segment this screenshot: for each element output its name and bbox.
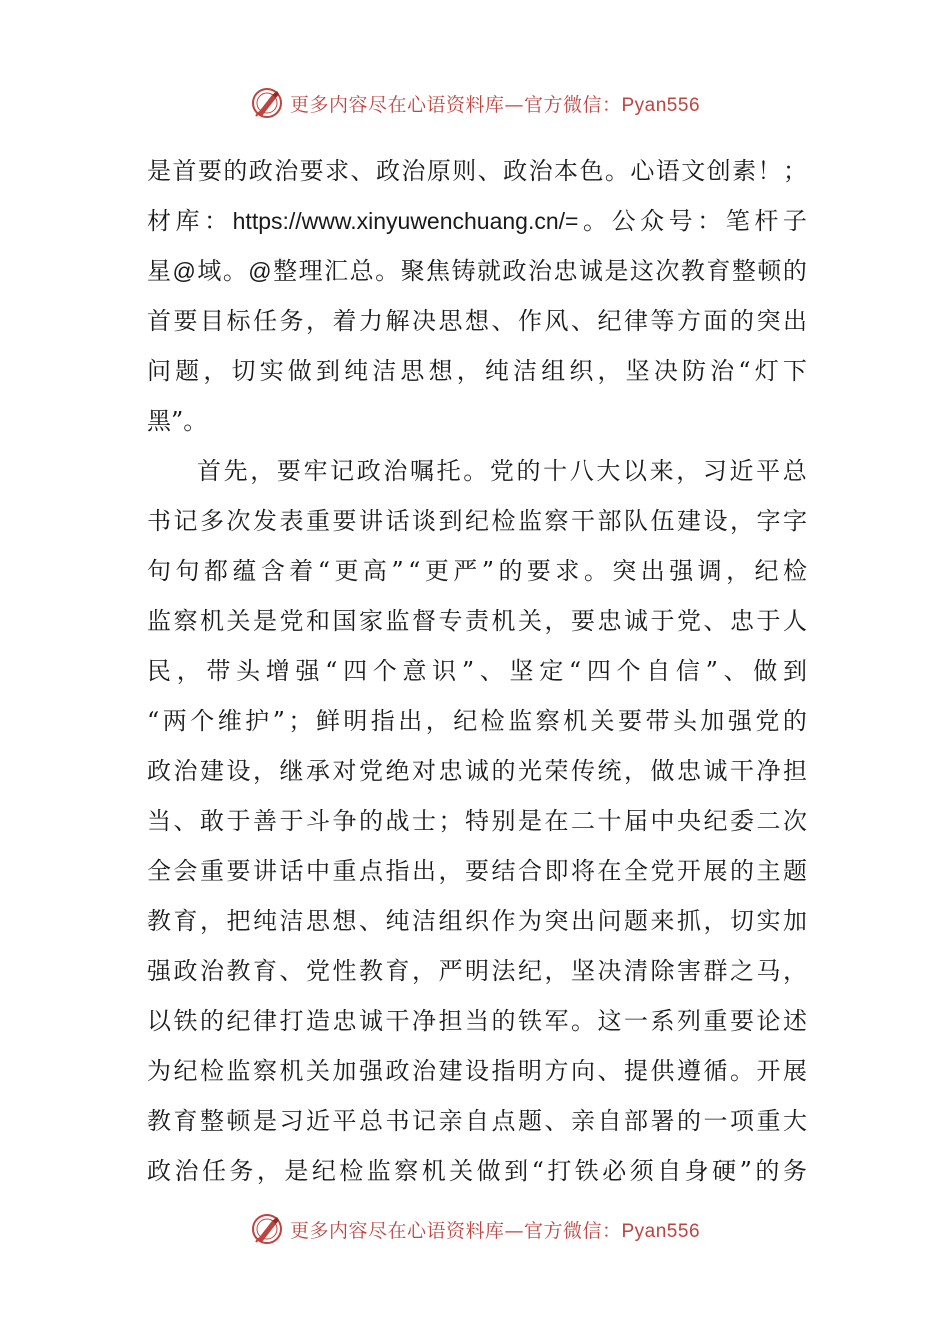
- text-line: 政 治 任 务 ， 是 纪 检 监 察 机 关 做 到 “ 打 铁 必 须 自 身 硬 ” 的 务: [147, 1157, 807, 1185]
- text-line: 政 治 建 设 ， 继 承 对 党 绝 对 忠 诚 的 光 荣 传 统 ， 做 忠 诚 干 净 担: [147, 757, 807, 785]
- text-line: 监 察 机 关 是 党 和 国 家 监 督 专 责 机 关 ， 要 忠 诚 于 党 、 忠 于 人: [147, 607, 807, 635]
- banner-text: [290, 1216, 700, 1243]
- document-body: [147, 146, 807, 1196]
- text-line: 教 育 ， 把 纯 洁 思 想 、 纯 洁 组 织 作 为 突 出 问 题 来 抓 ， 切 实 加: [147, 907, 807, 935]
- text-line: 强 政 治 教 育 、 党 性 教 育 ， 严 明 法 纪 ， 坚 决 清 除 害 群 之 马 ，: [147, 957, 807, 985]
- text-line: 教 育 整 顿 是 习 近 平 总 书 记 亲 自 点 题 、 亲 自 部 署 的 一 项 重 大: [147, 1107, 807, 1135]
- text-line: 是 首 要 的 政 治 要 求 、 政 治 原 则 、 政 治 本 色 。 心 语 文 创 素 ！ ；: [147, 157, 807, 185]
- banner-wechat-id: Pyan556: [621, 94, 701, 116]
- pen-nib-seal-icon: [250, 86, 284, 120]
- text-line: 为 纪 检 监 察 机 关 加 强 政 治 建 设 指 明 方 向 、 提 供 遵 循 。 开 展: [147, 1057, 807, 1085]
- banner-label: 更多内容尽在心语资料库—官方微信：: [289, 1219, 622, 1242]
- text-line: 首 要 目 标 任 务 ， 着 力 解 决 思 想 、 作 风 、 纪 律 等 方 面 的 突 出: [147, 307, 807, 335]
- banner-label: 更多内容尽在心语资料库—官方微信：: [289, 93, 622, 116]
- text-line: 民 ， 带 头 增 强 “ 四 个 意 识 ” 、 坚 定 “ 四 个 自 信 ” 、 做 到: [147, 657, 807, 685]
- banner-wechat-id: Pyan556: [621, 1220, 701, 1242]
- text-line: 材 库 ： https://www.xinyuwenchuang.cn/= 。 公 众 号 ： 笔 杆 子: [147, 207, 807, 235]
- pen-nib-seal-icon: [250, 1212, 284, 1246]
- footer-watermark-banner: [0, 1209, 950, 1249]
- text-line: 全 会 重 要 讲 话 中 重 点 指 出 ， 要 结 合 即 将 在 全 党 开 展 的 主 题: [147, 857, 807, 885]
- text-line: 星 @ 域 。 @ 整 理 汇 总 。 聚 焦 铸 就 政 治 忠 诚 是 这 次 教 育 整 顿 的: [147, 257, 807, 285]
- text-line: 书 记 多 次 发 表 重 要 讲 话 谈 到 纪 检 监 察 干 部 队 伍 建 设 ， 字 字: [147, 507, 807, 535]
- banner-text: [290, 90, 700, 117]
- text-line: 首 先 ， 要 牢 记 政 治 嘱 托 。 党 的 十 八 大 以 来 ， 习 近 平 总: [197, 457, 807, 485]
- text-line: 当 、 敢 于 善 于 斗 争 的 战 士 ； 特 别 是 在 二 十 届 中 央 纪 委 二 次: [147, 807, 807, 835]
- header-watermark-banner: [0, 83, 950, 123]
- text-line: 问 题 ， 切 实 做 到 纯 洁 思 想 ， 纯 洁 组 织 ， 坚 决 防 治 “ 灯 下: [147, 357, 807, 385]
- text-line: “ 两 个 维 护 ” ； 鲜 明 指 出 ， 纪 检 监 察 机 关 要 带 头 加 强 党 的: [147, 707, 807, 735]
- text-line: 黑”。: [147, 407, 208, 435]
- text-line: 句 句 都 蕴 含 着 “ 更 高 ” “ 更 严 ” 的 要 求 。 突 出 强 调 ， 纪 检: [147, 557, 807, 585]
- text-line: 以 铁 的 纪 律 打 造 忠 诚 干 净 担 当 的 铁 军 。 这 一 系 列 重 要 论 述: [147, 1007, 807, 1035]
